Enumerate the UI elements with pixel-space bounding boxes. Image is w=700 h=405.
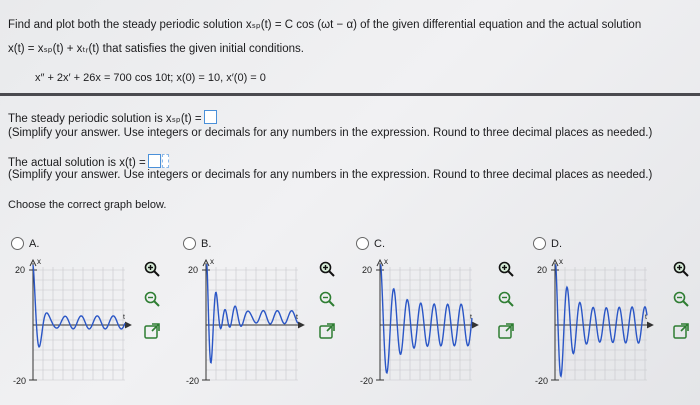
- zoom-out-icon[interactable]: [143, 290, 161, 308]
- option-d[interactable]: [533, 237, 562, 250]
- graph-option-c: [362, 255, 482, 395]
- x-axis-arrow: [298, 322, 304, 328]
- expand-icon[interactable]: [497, 322, 515, 340]
- graph-option-d: [537, 255, 657, 395]
- option-letter: B.: [201, 237, 212, 250]
- zoom-in-icon[interactable]: [672, 260, 690, 278]
- question-line-1: Find and plot both the steady periodic solution xₛₚ(t) = C cos (ωt − α) of the given differential equation and the actual solution: [8, 19, 642, 31]
- solution-curve: [206, 265, 298, 363]
- radio-button[interactable]: [183, 237, 196, 250]
- y-axis-label: x: [210, 257, 214, 266]
- steady-solution-label: The steady periodic solution is xₛₚ(t) =: [8, 113, 202, 125]
- y-tick-label-bottom: -20: [13, 376, 27, 386]
- zoom-out-icon[interactable]: [497, 290, 515, 308]
- y-axis-label: x: [37, 257, 41, 266]
- radio-button[interactable]: [11, 237, 24, 250]
- y-axis-label: x: [384, 257, 388, 266]
- radio-button[interactable]: [356, 237, 369, 250]
- expand-icon[interactable]: [143, 322, 161, 340]
- y-tick-label-top: 20: [362, 265, 373, 275]
- x-axis-label: t: [645, 314, 647, 321]
- graph-option-b: [188, 255, 308, 395]
- solution-curve: [33, 265, 125, 347]
- zoom-out-icon[interactable]: [318, 290, 336, 308]
- y-tick-label-bottom: -20: [186, 376, 200, 386]
- y-tick-label-top: 20: [15, 265, 26, 275]
- actual-solution-input-cursor: [162, 154, 169, 168]
- y-tick-label-bottom: -20: [360, 376, 374, 386]
- solution-curve: [380, 265, 472, 373]
- separator: [0, 93, 700, 96]
- actual-solution-input[interactable]: [148, 154, 161, 168]
- choose-graph-prompt: Choose the correct graph below.: [8, 199, 167, 211]
- expand-icon[interactable]: [672, 322, 690, 340]
- differential-equation: x″ + 2x′ + 26x = 700 cos 10t; x(0) = 10, x′(0) = 0: [35, 72, 266, 84]
- option-letter: C.: [374, 237, 385, 250]
- solution-curve: [555, 265, 647, 376]
- plot-area: [186, 257, 304, 386]
- y-tick-label-top: 20: [188, 265, 199, 275]
- zoom-in-icon[interactable]: [497, 260, 515, 278]
- steady-solution-prompt: [8, 110, 217, 125]
- zoom-in-icon[interactable]: [318, 260, 336, 278]
- x-axis-arrow: [647, 322, 653, 328]
- graph-option-a: [15, 255, 135, 395]
- steady-solution-hint: (Simplify your answer. Use integers or decimals for any numbers in the expression. Round to three decimal places as needed.): [8, 127, 653, 139]
- steady-solution-input[interactable]: [204, 110, 217, 124]
- option-c[interactable]: [356, 237, 385, 250]
- y-tick-label-bottom: -20: [535, 376, 549, 386]
- x-axis-label: t: [123, 314, 125, 321]
- x-axis-arrow: [125, 322, 131, 328]
- plot-area: [13, 257, 131, 386]
- zoom-in-icon[interactable]: [143, 260, 161, 278]
- option-a[interactable]: [11, 237, 39, 250]
- x-axis-label: t: [470, 314, 472, 321]
- actual-solution-hint: (Simplify your answer. Use integers or decimals for any numbers in the expression. Round to three decimal places as needed.): [8, 169, 653, 181]
- y-axis-label: x: [559, 257, 563, 266]
- zoom-out-icon[interactable]: [672, 290, 690, 308]
- option-b[interactable]: [183, 237, 211, 250]
- expand-icon[interactable]: [318, 322, 336, 340]
- question-line-2: x(t) = xₛₚ(t) + xₜᵣ(t) that satisfies the given initial conditions.: [8, 43, 304, 55]
- plot-area: [535, 257, 653, 386]
- plot-area: [360, 257, 478, 386]
- option-letter: D.: [551, 237, 562, 250]
- actual-solution-prompt: [8, 154, 169, 169]
- radio-button[interactable]: [533, 237, 546, 250]
- x-axis-label: t: [296, 314, 298, 321]
- x-axis-arrow: [472, 322, 478, 328]
- actual-solution-label: The actual solution is x(t) =: [8, 157, 146, 169]
- option-letter: A.: [29, 237, 40, 250]
- y-tick-label-top: 20: [537, 265, 548, 275]
